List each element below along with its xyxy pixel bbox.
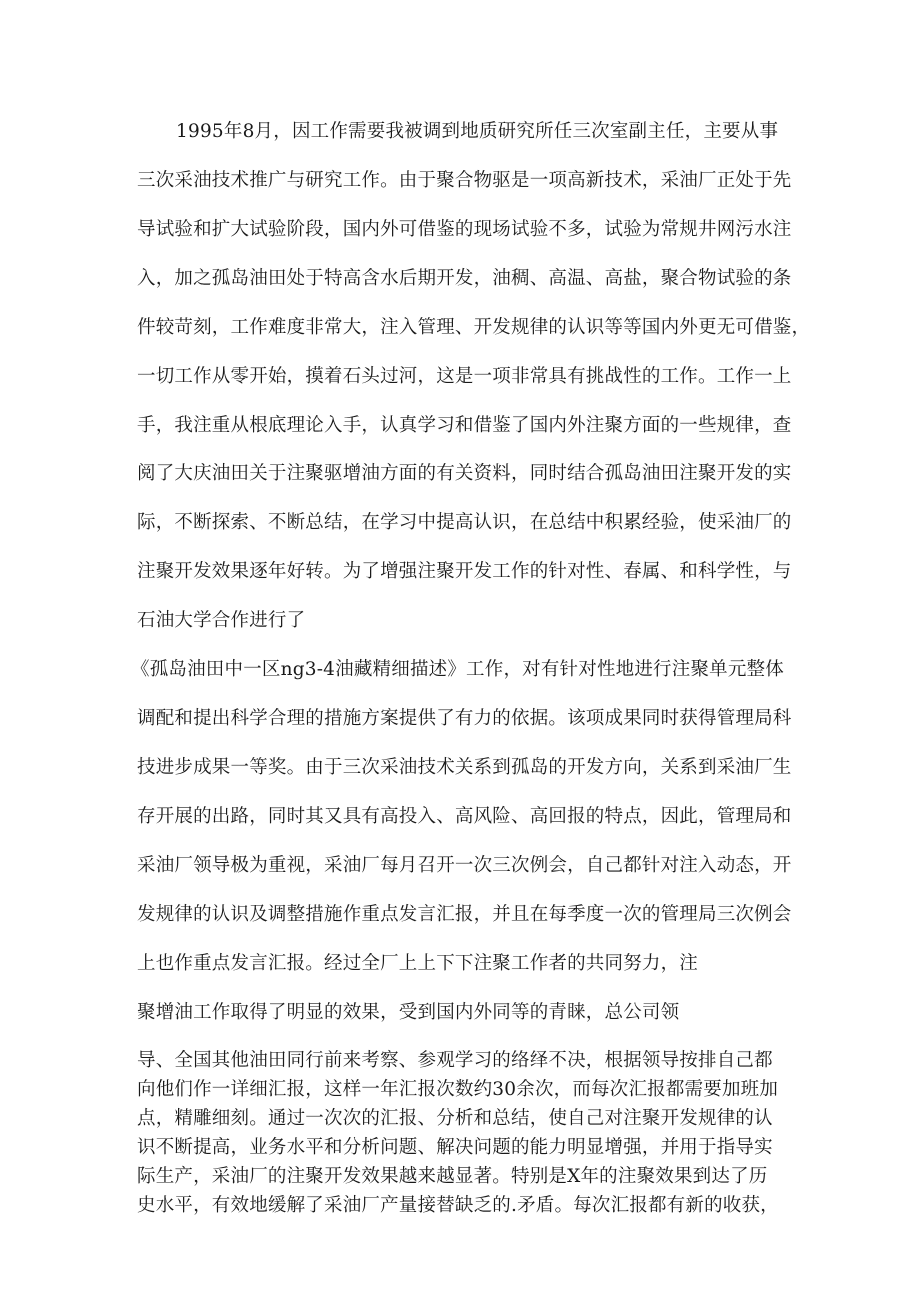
- paragraph-line: 1995年8月，因工作需要我被调到地质研究所任三次室副主任，主要从事: [176, 121, 779, 142]
- paragraph-line: 存开展的出路，同时其又具有高投入、高风险、高回报的特点，因此，管理局和: [137, 806, 792, 827]
- paragraph-line: 《孤岛油田中一区ng3-4油藏精细描述》工作，对有针对性地进行注聚单元整体: [131, 659, 784, 680]
- paragraph-line: 入，加之孤岛油田处于特高含水后期开发，油稠、高温、高盐，聚合物试验的条: [137, 268, 792, 289]
- paragraph-line: 阅了大庆油田关于注聚驱增油方面的有关资料，同时结合孤岛油田注聚开发的实: [137, 463, 792, 484]
- paragraph-line: 际，不断探索、不断总结，在学习中提高认识，在总结中积累经验，使采油厂的: [137, 512, 792, 533]
- paragraph-line: 调配和提出科学合理的措施方案提供了有力的依据。该项成果同时获得管理局科: [137, 708, 792, 729]
- paragraph-line: 导试验和扩大试验阶段，国内外可借鉴的现场试验不多，试验为常规井网污水注: [137, 219, 792, 240]
- paragraph-line: 上也作重点发言汇报。经过全厂上上下下注聚工作者的共同努力，注: [137, 953, 699, 974]
- paragraph-line: 石油大学合作进行了: [137, 610, 306, 631]
- paragraph-line: 识不断提高，业务水平和分析问题、解决问题的能力明显增强，并用于指导实: [137, 1137, 773, 1158]
- paragraph-line: 三次采油技术推广与研究工作。由于聚合物驱是一项高新技术，采油厂正处于先: [137, 170, 792, 191]
- paragraph-line: 导、全国其他油田同行前来考察、参观学习的络绎不决，根据领导按排自己都: [137, 1050, 773, 1071]
- paragraph-line: 手，我注重从根底理论入手，认真学习和借鉴了国内外注聚方面的一些规律，查: [137, 415, 792, 436]
- paragraph-line: 注聚开发效果逐年好转。为了增强注聚开发工作的针对性、春属、和科学性，与: [137, 561, 792, 582]
- paragraph-line: 际生产，采油厂的注聚开发效果越来越显著。特别是X年的注聚效果到达了历: [137, 1166, 768, 1187]
- paragraph-line: 史水平，有效地缓解了采油厂产量接替缺乏的.矛盾。每次汇报都有新的收获，: [137, 1195, 779, 1216]
- paragraph-line: 发规律的认识及调整措施作重点发言汇报，并且在每季度一次的管理局三次例会: [137, 904, 792, 925]
- paragraph-line: 采油厂领导极为重视，采油厂每月召开一次三次例会，自己都针对注入动态，开: [137, 855, 792, 876]
- paragraph-line: 技进步成果一等奖。由于三次采油技术关系到孤岛的开发方向，关系到采油厂生: [137, 757, 792, 778]
- paragraph-line: 点，精雕细刻。通过一次次的汇报、分析和总结，使自己对注聚开发规律的认: [137, 1108, 773, 1129]
- paragraph-line: 一切工作从零开始，摸着石头过河，这是一项非常具有挑战性的工作。工作一上: [137, 366, 792, 387]
- paragraph-line: 向他们作一详细汇报，这样一年汇报次数约30余次，而每次汇报都需要加班加: [137, 1079, 779, 1100]
- paragraph-line: 件较苛刻，工作难度非常大，注入管理、开发规律的认识等等国内外更无可借鉴，: [137, 317, 811, 338]
- paragraph-line: 聚增油工作取得了明显的效果，受到国内外同等的青睐，总公司领: [137, 1002, 680, 1023]
